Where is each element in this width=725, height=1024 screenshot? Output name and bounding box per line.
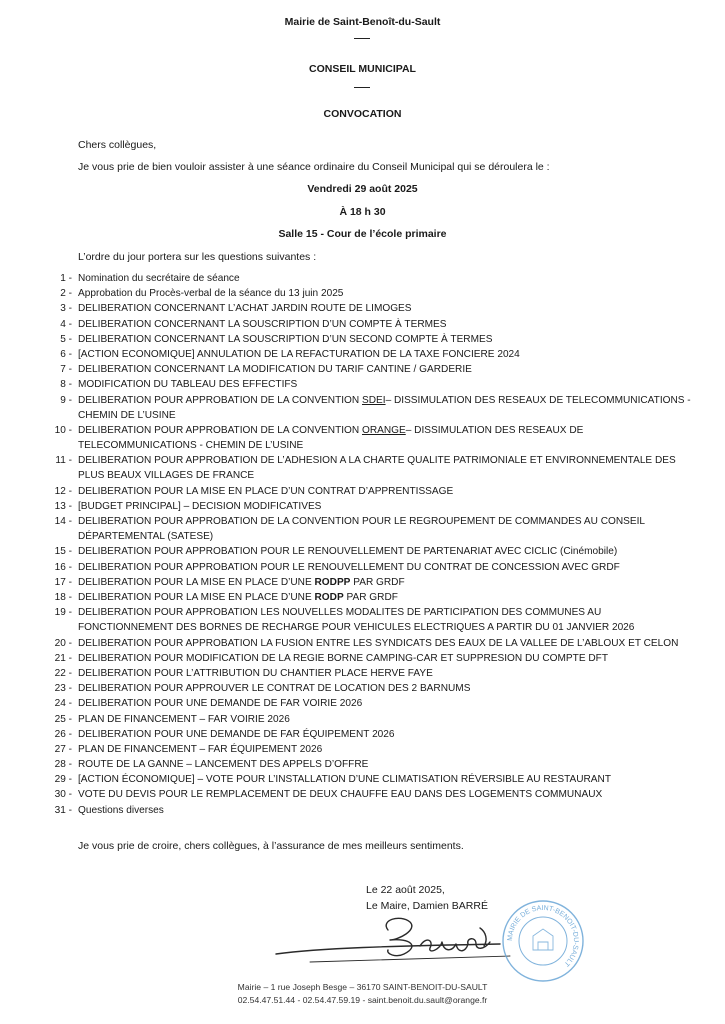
agenda-item-text: DELIBERATION CONCERNANT LA SOUSCRIPTION D’UN COMPTE À TERMES bbox=[78, 318, 447, 330]
agenda-item-number: 13 - bbox=[52, 499, 72, 514]
agenda-item-text: DELIBERATION CONCERNANT L’ACHAT JARDIN ROUTE DE LIMOGES bbox=[78, 303, 412, 315]
agenda-item-text: [BUDGET PRINCIPAL] – DECISION MODIFICATIVES bbox=[78, 500, 322, 512]
mairie-seal-stamp bbox=[500, 898, 586, 984]
agenda-item bbox=[0, 514, 725, 544]
agenda-item bbox=[0, 544, 725, 559]
agenda-item-text: DELIBERATION POUR MODIFICATION DE LA REGIE BORNE CAMPING-CAR ET SUPPRESION DU COMPTE DFT bbox=[78, 652, 608, 664]
agenda-item bbox=[0, 499, 725, 514]
agenda-item bbox=[0, 772, 725, 787]
agenda-item-text: DELIBERATION POUR APPROBATION LES NOUVELLES MODALITES DE PARTICIPATION DES COMMUNES AU FONCTIONNEMENT DES BORNES DE RECHARGE POUR VEHICULES ELECTRIQUES A PARTIR DU 01 JANVIER 2026 bbox=[78, 607, 635, 634]
agenda-item-number: 30 - bbox=[52, 787, 72, 802]
footer-address: Mairie – 1 rue Joseph Besge – 36170 SAINT-BENOIT-DU-SAULT bbox=[237, 982, 488, 992]
agenda-item-text: DELIBERATION POUR APPROBATION POUR LE RENOUVELLEMENT DE PARTENARIAT AVEC CICLIC (Cinémobile) bbox=[78, 546, 618, 558]
convocation-title: CONVOCATION bbox=[323, 108, 402, 120]
conseil-title: CONSEIL MUNICIPAL bbox=[309, 63, 416, 75]
agenda-item-text: Nomination du secrétaire de séance bbox=[78, 273, 240, 284]
signature-name: Le Maire, Damien BARRÉ bbox=[366, 900, 488, 912]
agenda-item-number: 20 - bbox=[52, 636, 72, 651]
agenda-item-text: DELIBERATION POUR APPROBATION DE LA CONVENTION POUR LE REGROUPEMENT DE COMMANDES AU CONSEIL DÉPARTEMENTAL (SATESE) bbox=[78, 516, 645, 543]
agenda-item-number: 31 - bbox=[52, 803, 72, 818]
agenda-item-number: 3 - bbox=[52, 301, 72, 316]
agenda-item bbox=[0, 681, 725, 696]
agenda-item-text: DELIBERATION POUR APPROUVER LE CONTRAT DE LOCATION DES 2 BARNUMS bbox=[78, 683, 471, 695]
agenda-item-number: 9 - bbox=[52, 393, 72, 408]
agenda-item-text: DELIBERATION POUR APPROBATION DE LA CONVENTION ORANGE– DISSIMULATION DES RESEAUX DE TELECOMMUNICATIONS - CHEMIN DE L’USINE bbox=[78, 424, 584, 452]
agenda-item bbox=[0, 590, 725, 605]
agenda-item-number: 24 - bbox=[52, 696, 72, 711]
agenda-item-text: DELIBERATION CONCERNANT LA MODIFICATION DU TARIF CANTINE / GARDERIE bbox=[78, 364, 472, 376]
agenda-item-number: 21 - bbox=[52, 651, 72, 666]
agenda-item bbox=[0, 317, 725, 332]
footer-contact: 02.54.47.51.44 - 02.54.47.59.19 - saint.benoit.du.sault@orange.fr bbox=[237, 995, 488, 1005]
agenda-item-number: 29 - bbox=[52, 772, 72, 787]
agenda-item-number: 26 - bbox=[52, 727, 72, 742]
agenda-item-number: 25 - bbox=[52, 712, 72, 727]
agenda-item-text: DELIBERATION CONCERNANT LA SOUSCRIPTION D’UN SECOND COMPTE À TERMES bbox=[78, 333, 493, 345]
agenda-item-text: DELIBERATION POUR LA MISE EN PLACE D’UNE RODP PAR GRDF bbox=[78, 592, 398, 603]
agenda-intro: L’ordre du jour portera sur les questions suivantes : bbox=[78, 251, 317, 263]
closing-text: Je vous prie de croire, chers collègues, à l’assurance de mes meilleurs sentiments. bbox=[78, 840, 464, 852]
agenda-item-text: VOTE DU DEVIS POUR LE REMPLACEMENT DE DEUX CHAUFFE EAU DANS DES LOGEMENTS COMMUNAUX bbox=[78, 789, 603, 801]
agenda-item-text: DELIBERATION POUR APPROBATION DE LA CONVENTION SDEI– DISSIMULATION DES RESEAUX DE TELECOMMUNICATIONS - CHEMIN DE L’USINE bbox=[78, 394, 691, 421]
agenda-item bbox=[0, 605, 725, 635]
agenda-item-number: 1 - bbox=[52, 271, 72, 286]
agenda-item-text: DELIBERATION POUR APPROBATION POUR LE RENOUVELLEMENT DU CONTRAT DE CONCESSION AVEC GRDF bbox=[78, 561, 620, 573]
agenda-item-number: 16 - bbox=[52, 560, 72, 575]
agenda-item bbox=[0, 757, 725, 772]
agenda-item bbox=[0, 651, 725, 666]
agenda-item bbox=[0, 560, 725, 575]
meeting-place: Salle 15 - Cour de l’école primaire bbox=[278, 228, 447, 240]
agenda-item-number: 6 - bbox=[52, 347, 72, 362]
agenda-item bbox=[0, 347, 725, 362]
agenda-item-text: DELIBERATION POUR APPROBATION DE L’ADHESION A LA CHARTE QUALITE PATRIMONIALE ET ENVIRONNEMENTALE DES PLUS BEAUX VILLAGES DE FRANCE bbox=[78, 455, 676, 482]
divider bbox=[354, 38, 370, 39]
agenda-item-number: 5 - bbox=[52, 332, 72, 347]
agenda-item bbox=[0, 453, 725, 483]
mairie-title: Mairie de Saint-Benoît-du-Sault bbox=[284, 16, 441, 28]
agenda-item-number: 10 - bbox=[52, 423, 72, 438]
agenda-item-number: 17 - bbox=[52, 575, 72, 590]
agenda-item bbox=[0, 575, 725, 590]
agenda-item-number: 23 - bbox=[52, 681, 72, 696]
agenda-item-text: PLAN DE FINANCEMENT – FAR VOIRIE 2026 bbox=[78, 713, 290, 725]
handwritten-signature bbox=[270, 910, 530, 972]
agenda-item bbox=[0, 271, 725, 286]
agenda-item-number: 19 - bbox=[52, 605, 72, 620]
agenda-item-text: [ACTION ÉCONOMIQUE] – VOTE POUR L’INSTALLATION D’UNE CLIMATISATION RÉVERSIBLE AU RESTAURANT bbox=[78, 774, 611, 786]
agenda-item bbox=[0, 286, 725, 301]
agenda-item-text: DELIBERATION POUR L’ATTRIBUTION DU CHANTIER PLACE HERVE FAYE bbox=[78, 667, 433, 679]
agenda-item-number: 18 - bbox=[52, 590, 72, 605]
agenda-item-number: 22 - bbox=[52, 666, 72, 681]
signature-date: Le 22 août 2025, bbox=[366, 884, 445, 896]
agenda-item bbox=[0, 727, 725, 742]
agenda-item bbox=[0, 712, 725, 727]
agenda-item-text: DELIBERATION POUR UNE DEMANDE DE FAR ÉQUIPEMENT 2026 bbox=[78, 728, 395, 740]
meeting-date: Vendredi 29 août 2025 bbox=[307, 183, 418, 195]
agenda-item-text: [ACTION ECONOMIQUE] ANNULATION DE LA REFACTURATION DE LA TAXE FONCIERE 2024 bbox=[78, 348, 520, 360]
agenda-item-number: 28 - bbox=[52, 757, 72, 772]
agenda-item-text: ROUTE DE LA GANNE – LANCEMENT DES APPELS D’OFFRE bbox=[78, 759, 369, 771]
agenda-item bbox=[0, 636, 725, 651]
agenda-item-text: DELIBERATION POUR LA MISE EN PLACE D’UN CONTRAT D’APPRENTISSAGE bbox=[78, 485, 454, 497]
agenda-item-number: 14 - bbox=[52, 514, 72, 529]
meeting-time: À 18 h 30 bbox=[339, 206, 386, 218]
agenda-item bbox=[0, 362, 725, 377]
agenda-item bbox=[0, 301, 725, 316]
agenda-item bbox=[0, 377, 725, 392]
agenda-item-text: DELIBERATION POUR UNE DEMANDE DE FAR VOIRIE 2026 bbox=[78, 698, 363, 710]
agenda-item-number: 27 - bbox=[52, 742, 72, 757]
agenda-item-text: DELIBERATION POUR LA MISE EN PLACE D’UNE RODPP PAR GRDF bbox=[78, 576, 405, 588]
agenda-item bbox=[0, 742, 725, 757]
agenda-item bbox=[0, 803, 725, 818]
agenda-item-number: 8 - bbox=[52, 377, 72, 392]
divider bbox=[354, 87, 370, 88]
agenda-item bbox=[0, 666, 725, 681]
agenda-item bbox=[0, 696, 725, 711]
agenda-item-text: Approbation du Procès-verbal de la séance du 13 juin 2025 bbox=[78, 288, 344, 300]
agenda-item-number: 2 - bbox=[52, 286, 72, 301]
greeting: Chers collègues, bbox=[78, 139, 157, 151]
agenda-item bbox=[0, 423, 725, 453]
agenda-item-number: 4 - bbox=[52, 317, 72, 332]
agenda-item-number: 15 - bbox=[52, 544, 72, 559]
agenda-list bbox=[0, 271, 725, 818]
agenda-item-text: Questions diverses bbox=[78, 804, 164, 816]
agenda-item-text: PLAN DE FINANCEMENT – FAR ÉQUIPEMENT 2026 bbox=[78, 743, 323, 755]
agenda-item bbox=[0, 393, 725, 423]
agenda-item-text: MODIFICATION DU TABLEAU DES EFFECTIFS bbox=[78, 379, 298, 391]
agenda-item bbox=[0, 484, 725, 499]
agenda-item-number: 11 - bbox=[52, 453, 72, 468]
agenda-item-number: 12 - bbox=[52, 484, 72, 499]
agenda-item-text: DELIBERATION POUR APPROBATION LA FUSION ENTRE LES SYNDICATS DES EAUX DE LA VALLEE DE L’ABLOUX ET CELON bbox=[78, 637, 679, 649]
intro-text: Je vous prie de bien vouloir assister à une séance ordinaire du Conseil Municipal qui se déroulera le : bbox=[78, 161, 550, 173]
agenda-item-number: 7 - bbox=[52, 362, 72, 377]
agenda-item bbox=[0, 332, 725, 347]
svg-text:MAIRIE DE SAINT-BENOIT-DU-SAUL: MAIRIE DE SAINT-BENOIT-DU-SAULT bbox=[506, 904, 580, 968]
agenda-item bbox=[0, 787, 725, 802]
